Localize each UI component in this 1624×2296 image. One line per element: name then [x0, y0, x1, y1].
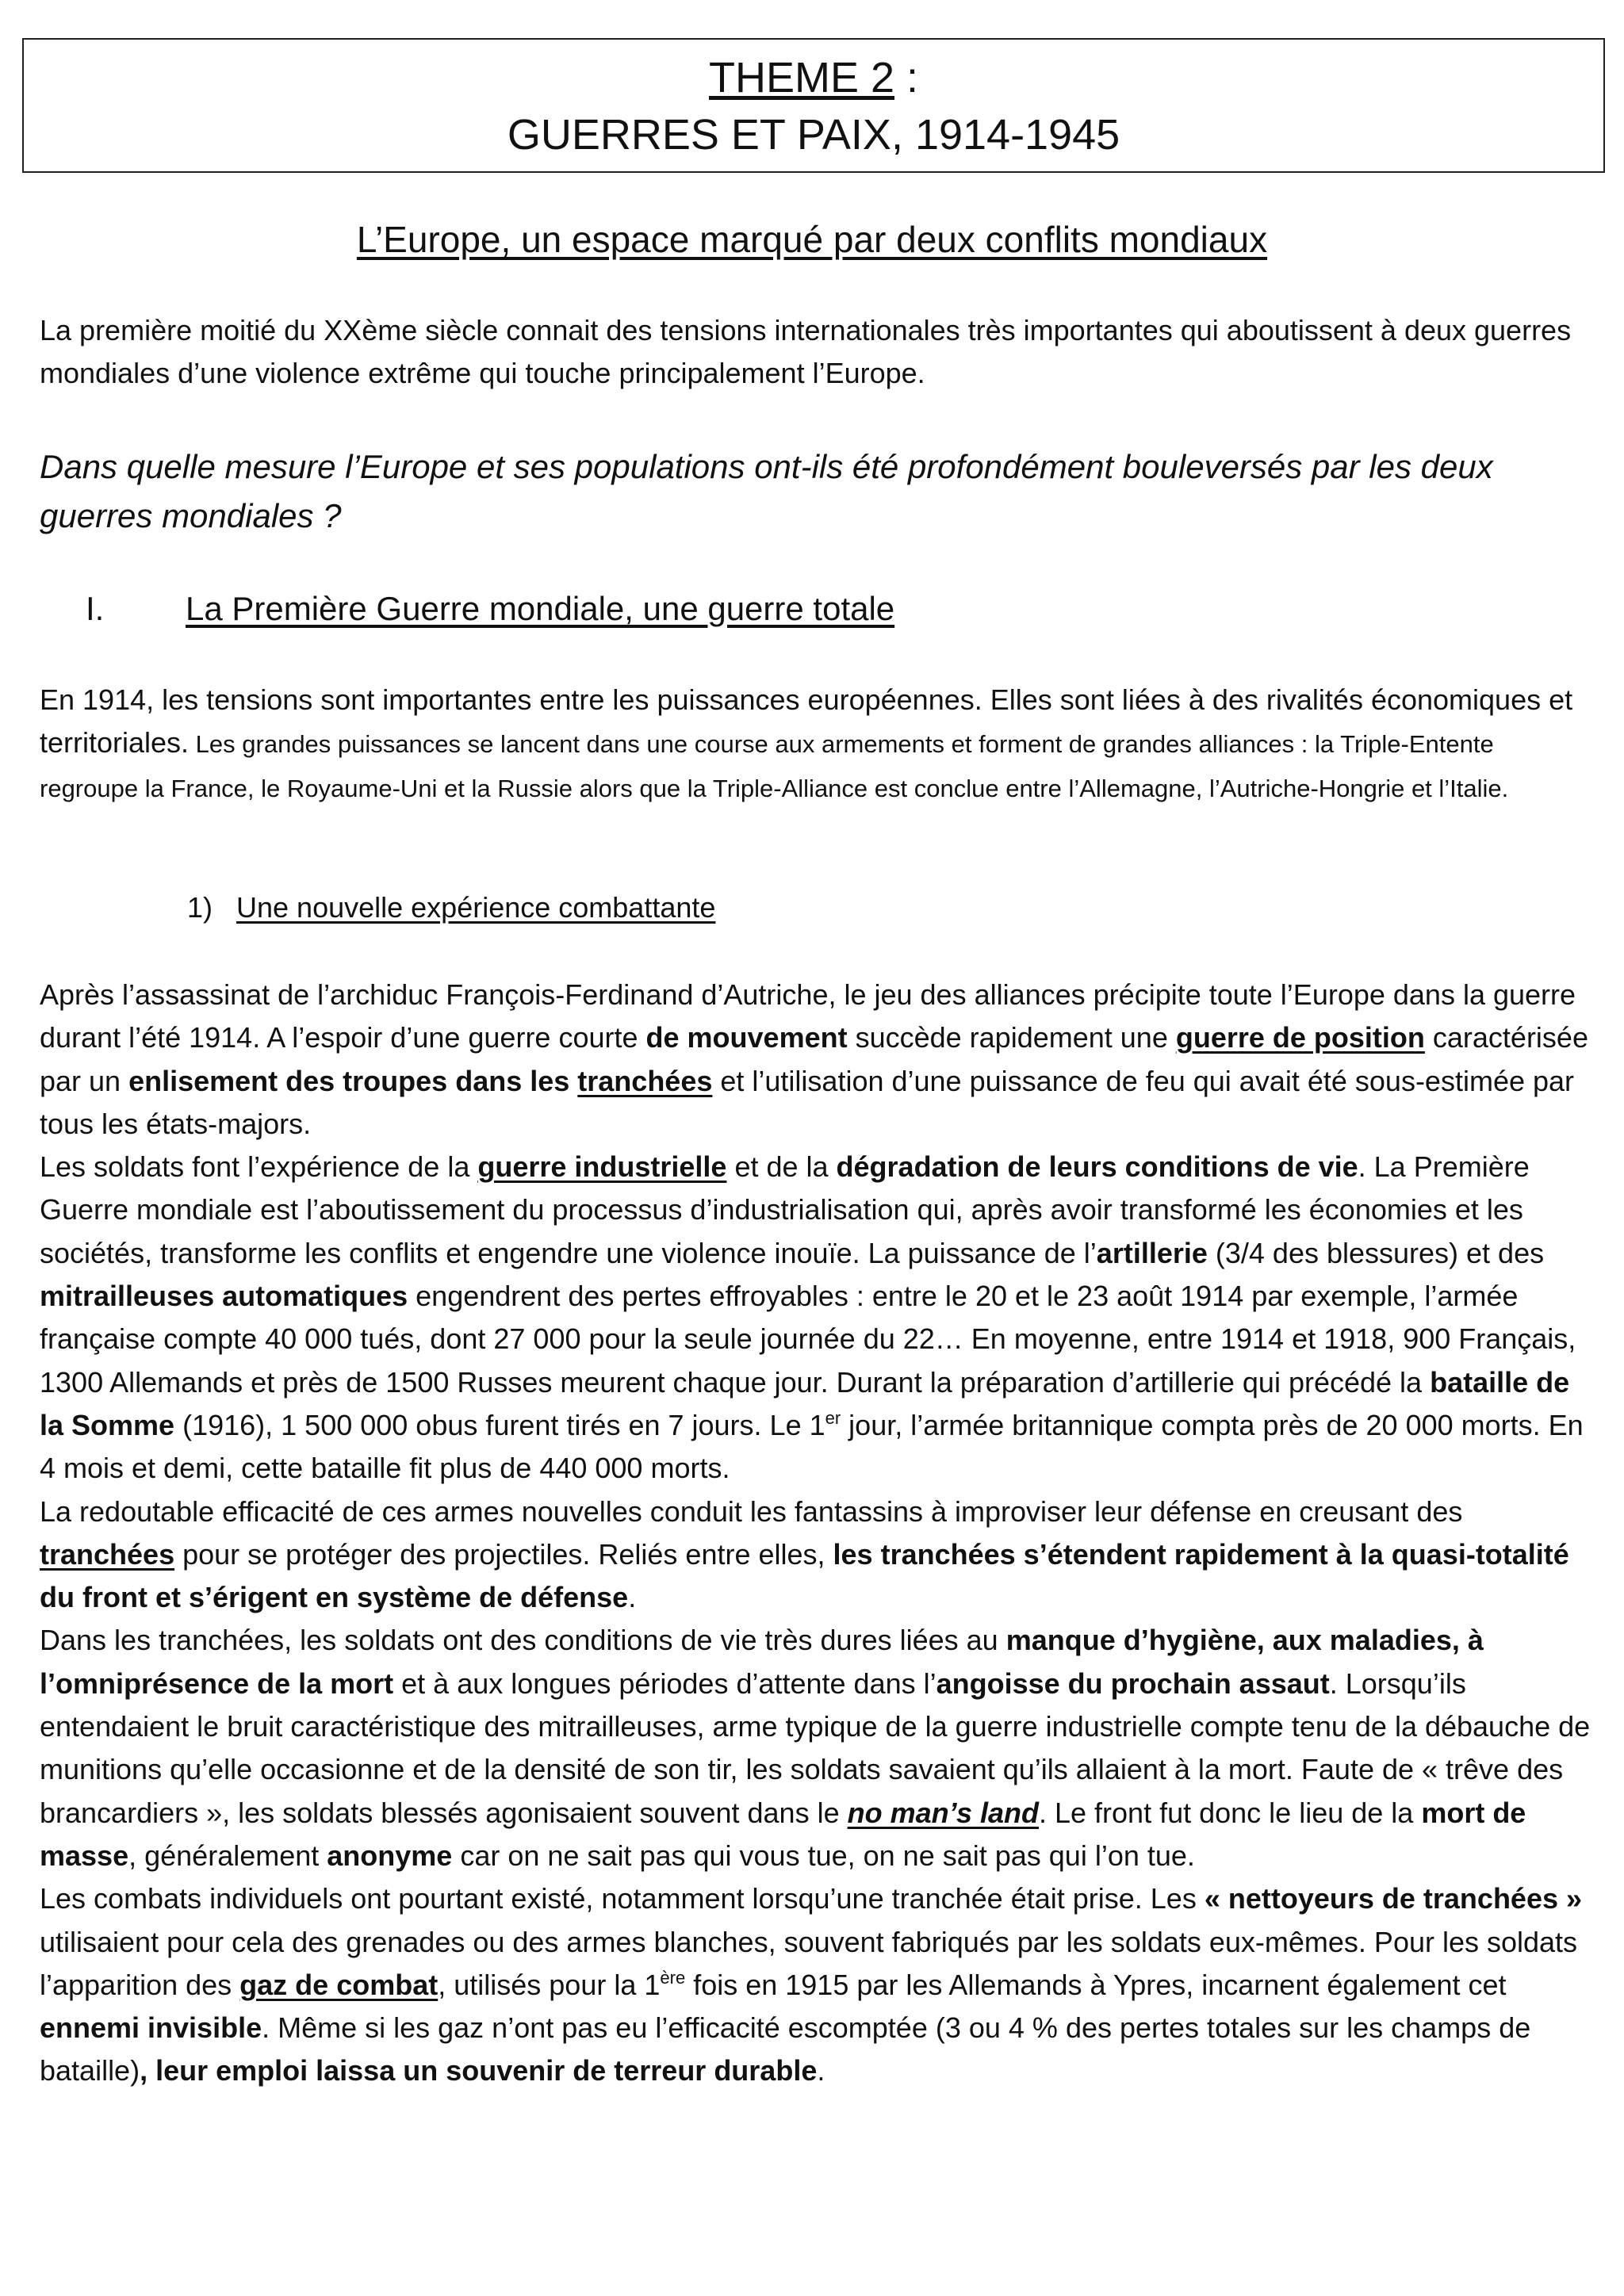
- body-paragraph-2: [40, 1146, 1594, 1490]
- text-run: jour, l’armée britannique compta près de 20 000 morts. En 4 mois et demi, cette bataille fit plus de 440 000 morts.: [40, 1408, 1584, 1485]
- text-run: et à aux longues périodes d’attente dans l’: [393, 1667, 936, 1700]
- text-run: . La Première Guerre mondiale est l’aboutissement du processus d’industrialisation qui, après avoir transformé les économies et les sociétés, transforme les conflits et engendre une violence inouïe. La puissance de l’: [40, 1150, 1530, 1269]
- bold-term: angoisse du prochain assaut: [936, 1667, 1330, 1700]
- text-run: . Lorsqu’ils entendaient le bruit caractéristique des mitrailleuses, arme typique de la guerre industrielle compte tenu de la débauche de munitions qu’elle occasionne et de la densité de son tir, les soldats savaient qu’ils allaient à la mort. Faute de « trêve des brancardiers », les soldats blessés agonisaient souvent dans le: [40, 1667, 1591, 1829]
- bold-term: mitrailleuses automatiques: [40, 1280, 408, 1313]
- bold-term: , leur emploi laissa un souvenir de terreur durable: [140, 2054, 818, 2087]
- text-run: engendrent des pertes effroyables : entre le 20 et le 23 août 1914 par exemple, l’armée française compte 40 000 tués, dont 27 000 pour la seule journée du 22… En moyenne, entre 1914 et 1918, 900 Français, 1300 Allemands et près de 1500 Russes meurent chaque jour. Durant la préparation d’artillerie qui précédé la: [40, 1280, 1576, 1399]
- bold-term: dégradation de leurs conditions de vie: [836, 1150, 1358, 1184]
- problem-question: Dans quelle mesure l’Europe et ses populations ont-ils été profondément bouleversés par les deux guerres mondiales ?: [40, 448, 1493, 534]
- bold-term: anonyme: [327, 1839, 453, 1872]
- bold-term: artillerie: [1096, 1236, 1208, 1269]
- text-run: succède rapidement une: [847, 1021, 1176, 1054]
- bold-term: enlisement des troupes dans les: [128, 1064, 578, 1097]
- key-term: tranchées: [577, 1064, 713, 1097]
- subsection-title: Une nouvelle expérience combattante: [236, 891, 716, 924]
- chapter-subtitle: L’Europe, un espace marqué par deux conflits mondiaux: [356, 219, 1268, 260]
- key-term: tranchées: [40, 1537, 175, 1571]
- body-text: [40, 974, 1594, 2093]
- body-paragraph-5: [40, 1877, 1594, 2092]
- body-paragraph-4: [40, 1619, 1594, 1877]
- text-run: , généralement: [128, 1839, 327, 1872]
- body-paragraph-3: [40, 1490, 1594, 1620]
- key-term: guerre de position: [1175, 1021, 1425, 1054]
- section-number: I.: [86, 590, 105, 627]
- superscript: ère: [660, 1967, 686, 1988]
- key-term: no man’s land: [847, 1796, 1039, 1829]
- intro-paragraph: La première moitié du XXème siècle connait des tensions internationales très importantes qui aboutissent à deux guerres mondiales d’une violence extrême qui touche principalement l’Europe.: [40, 314, 1572, 389]
- bold-term: les tranchées s’étendent rapidement à la quasi-totalité du front et s’érigent en système de défense: [40, 1537, 1569, 1614]
- superscript: er: [825, 1407, 841, 1428]
- text-run: Les soldats font l’expérience de la: [40, 1150, 478, 1184]
- text-run: Après l’assassinat de l’archiduc François-Ferdinand d’Autriche, le jeu des alliances précipite toute l’Europe dans la guerre durant l’été 1914. A l’espoir d’une guerre courte: [40, 978, 1576, 1054]
- key-term: gaz de combat: [239, 1968, 439, 2001]
- bold-term: ennemi invisible: [40, 2011, 262, 2045]
- bold-term: de mouvement: [645, 1021, 848, 1054]
- page-title: GUERRES ET PAIX, 1914-1945: [507, 111, 1120, 159]
- text-run: .: [628, 1581, 637, 1614]
- bold-term: « nettoyeurs de tranchées »: [1204, 1882, 1583, 1915]
- text-run: utilisaient pour cela des grenades ou des armes blanches, souvent fabriqués par les soldats eux-mêmes. Pour les soldats l’apparition des: [40, 1925, 1578, 2001]
- text-run: car on ne sait pas qui vous tue, on ne sait pas qui l’on tue.: [452, 1839, 1195, 1872]
- text-run: fois en 1915 par les Allemands à Ypres, incarnent également cet: [685, 1968, 1507, 2001]
- key-term: guerre industrielle: [477, 1150, 727, 1184]
- text-run: caractérisée par un: [40, 1021, 1588, 1097]
- text-run: pour se protéger des projectiles. Reliés entre elles,: [174, 1537, 833, 1571]
- context-paragraph: [40, 679, 1594, 810]
- text-run: , utilisés pour la 1: [438, 1968, 661, 2001]
- text-run: . Même si les gaz n’ont pas eu l’efficacité escomptée (3 ou 4 % des pertes totales sur les champs de bataille): [40, 2011, 1531, 2087]
- text-run: La redoutable efficacité de ces armes nouvelles conduit les fantassins à improviser leur défense en creusant des: [40, 1494, 1463, 1528]
- bold-term: manque d’hygiène, aux maladies, à l’omniprésence de la mort: [40, 1624, 1484, 1700]
- text-run: Les combats individuels ont pourtant existé, notamment lorsqu’une tranchée était prise. Les: [40, 1882, 1205, 1915]
- title-box: [22, 38, 1605, 173]
- text-run: (1916), 1 500 000 obus furent tirés en 7 jours. Le 1: [174, 1408, 825, 1441]
- bold-term: bataille de la Somme: [40, 1365, 1570, 1441]
- theme-suffix: :: [894, 54, 919, 101]
- context-text-small: Les grandes puissances se lancent dans une course aux armements et forment de grandes alliances : la Triple-Entente regroupe la France, le Royaume-Uni et la Russie alors que la Triple-Alliance est conclue entre l’Allemagne, l’Autriche-Hongrie et l’Italie.: [40, 730, 1509, 802]
- text-run: et de la: [726, 1150, 837, 1184]
- text-run: Dans les tranchées, les soldats ont des conditions de vie très dures liées au: [40, 1624, 1006, 1657]
- text-run: et l’utilisation d’une puissance de feu qui avait été sous-estimée par tous les états-majors.: [40, 1064, 1575, 1140]
- theme-label: THEME 2: [708, 54, 895, 101]
- text-run: .: [817, 2054, 825, 2087]
- theme-heading: [24, 51, 1603, 105]
- text-run: . Le front fut donc le lieu de la: [1039, 1796, 1422, 1829]
- subsection-heading-1: [187, 886, 715, 929]
- section-heading-1: [86, 585, 894, 633]
- text-run: (3/4 des blessures) et des: [1207, 1236, 1545, 1269]
- bold-term: mort de masse: [40, 1796, 1526, 1872]
- section-title: La Première Guerre mondiale, une guerre totale: [186, 590, 895, 627]
- context-text-large: En 1914, les tensions sont importantes entre les puissances européennes. Elles sont liées à des rivalités économiques et territoriales.: [40, 683, 1573, 759]
- subsection-number: 1): [187, 891, 213, 924]
- body-paragraph-1: [40, 974, 1594, 1146]
